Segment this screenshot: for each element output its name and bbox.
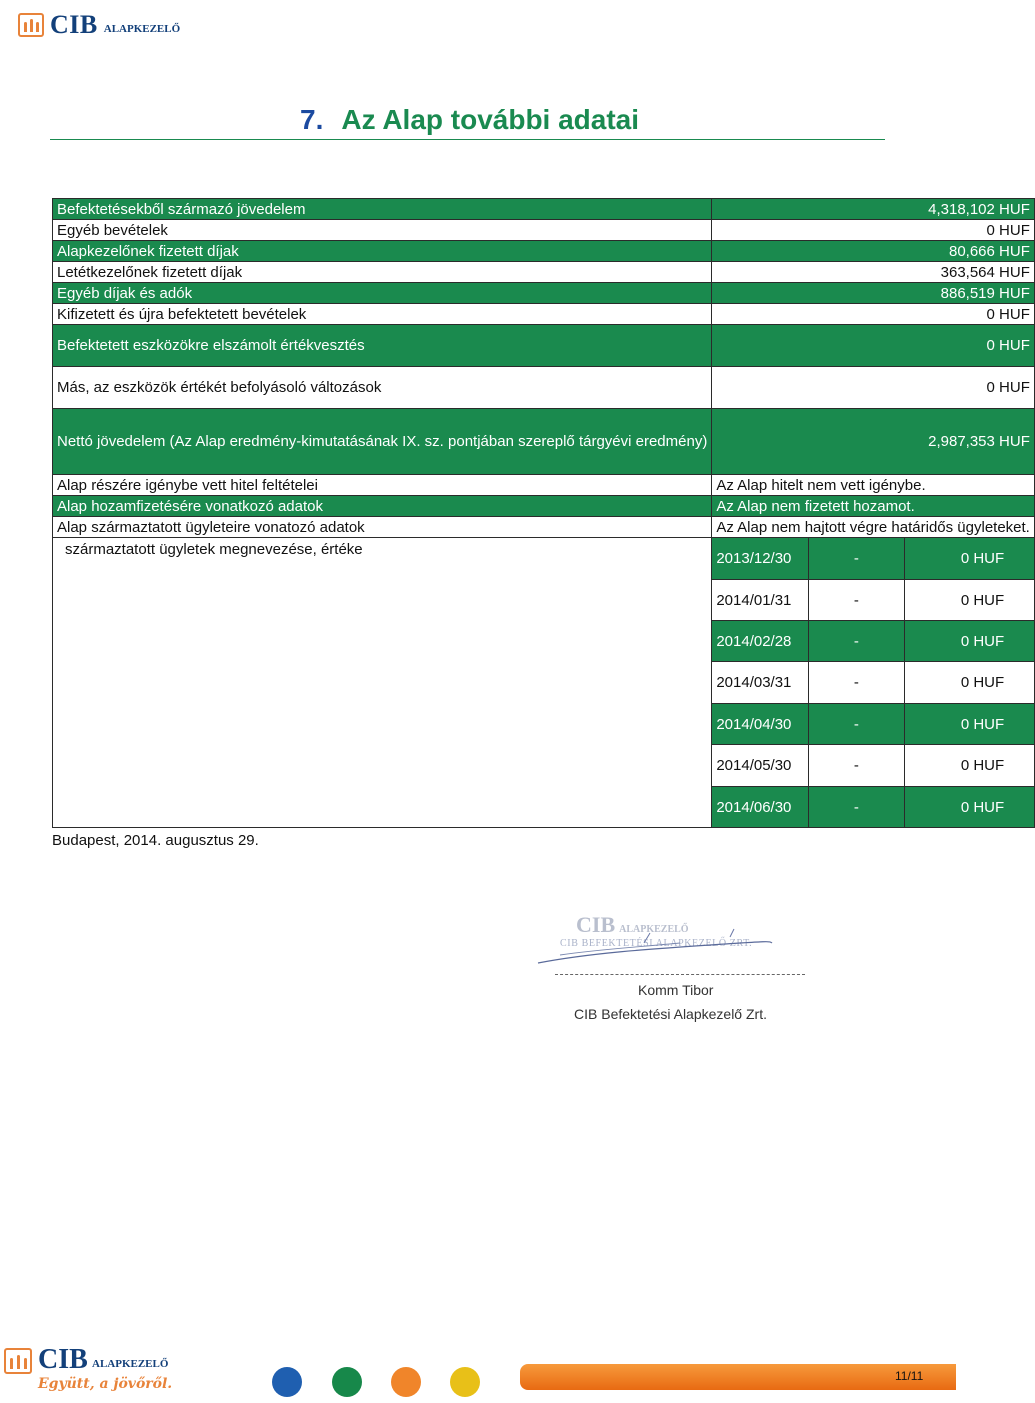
signature-stamp: CIB BEFEKTETÉSI ALAPKEZELŐ ZRT.	[560, 938, 753, 949]
row-value: 363,564 HUF	[712, 262, 1035, 283]
row-label: Alap hozamfizetésére vonatkozó adatok	[53, 496, 712, 517]
logo-mark-icon	[18, 13, 44, 37]
derivative-date: 2014/05/30	[712, 745, 808, 787]
logo-brand: CIB	[50, 10, 98, 39]
row-label: Alap részére igénybe vett hitel feltételei	[53, 475, 712, 496]
derivative-date: 2014/06/30	[712, 787, 808, 828]
row-value: 2,987,353 HUF	[712, 409, 1035, 475]
derivative-date: 2014/03/31	[712, 662, 808, 704]
derivative-value: 0 HUF	[904, 704, 1034, 745]
derivative-value: 0 HUF	[904, 538, 1034, 580]
derivatives-label: származtatott ügyletek megnevezése, értéke	[53, 538, 712, 828]
table-row	[53, 496, 1035, 517]
signature-line	[555, 974, 805, 975]
row-label: Egyéb díjak és adók	[53, 283, 712, 304]
derivative-name: -	[808, 745, 904, 787]
row-label: Befektetett eszközökre elszámolt értékvesztés	[53, 325, 712, 367]
derivative-value: 0 HUF	[904, 580, 1034, 621]
footer-brand: CIB	[38, 1344, 88, 1375]
derivative-name: -	[808, 621, 904, 662]
table-row	[53, 220, 1035, 241]
row-value: 0 HUF	[712, 220, 1035, 241]
row-label: Alapkezelőnek fizetett díjak	[53, 241, 712, 262]
row-value: Az Alap nem hajtott végre határidős ügyleteket.	[712, 517, 1035, 538]
derivative-date: 2014/04/30	[712, 704, 808, 745]
header-logo	[18, 10, 180, 40]
row-label: Nettó jövedelem (Az Alap eredmény-kimutatásának IX. sz. pontjában szereplő tárgyévi eredmény)	[53, 409, 712, 475]
section-title: Az Alap további adatai	[341, 104, 640, 135]
table-row	[53, 475, 1035, 496]
row-label: Alap származtatott ügyleteire vonatozó adatok	[53, 517, 712, 538]
section-number: 7.	[300, 104, 324, 135]
derivative-row	[53, 538, 1035, 580]
table-row	[53, 262, 1035, 283]
table-row	[53, 199, 1035, 220]
row-value: Az Alap hitelt nem vett igénybe.	[712, 475, 1035, 496]
row-label: Más, az eszközök értékét befolyásoló változások	[53, 367, 712, 409]
derivative-date: 2014/01/31	[712, 580, 808, 621]
signature-logo-brand: CIB	[576, 912, 616, 937]
row-label: Befektetésekből származó jövedelem	[53, 199, 712, 220]
row-value: 80,666 HUF	[712, 241, 1035, 262]
row-label: Kifizetett és újra befektetett bevételek	[53, 304, 712, 325]
row-value: 0 HUF	[712, 325, 1035, 367]
derivative-name: -	[808, 787, 904, 828]
footer-brand-sub: ALAPKEZELŐ	[92, 1358, 169, 1370]
derivative-name: -	[808, 538, 904, 580]
derivative-value: 0 HUF	[904, 787, 1034, 828]
derivative-name: -	[808, 580, 904, 621]
table-row	[53, 409, 1035, 475]
row-value: 0 HUF	[712, 367, 1035, 409]
signature-logo-sub: ALAPKEZELŐ	[619, 924, 689, 935]
row-value: Az Alap nem fizetett hozamot.	[712, 496, 1035, 517]
orange-dot-icon	[391, 1367, 421, 1397]
row-label: Egyéb bevételek	[53, 220, 712, 241]
logo-sub: ALAPKEZELŐ	[103, 23, 181, 35]
title-divider	[50, 139, 885, 140]
row-label: Letétkezelőnek fizetett díjak	[53, 262, 712, 283]
derivative-value: 0 HUF	[904, 621, 1034, 662]
yellow-dot-icon	[450, 1367, 480, 1397]
table-row	[53, 241, 1035, 262]
fund-data-table	[52, 198, 1035, 828]
table-row	[53, 367, 1035, 409]
blue-dot-icon	[272, 1367, 302, 1397]
signatory-name: Komm Tibor	[638, 982, 714, 998]
page-number: 11/11	[895, 1369, 924, 1383]
derivative-value: 0 HUF	[904, 745, 1034, 787]
row-value: 4,318,102 HUF	[712, 199, 1035, 220]
page-title	[300, 104, 639, 136]
table-row	[53, 325, 1035, 367]
footer-bar	[520, 1364, 956, 1390]
footer-slogan: Együtt, a jövőről.	[38, 1376, 173, 1392]
derivative-date: 2014/02/28	[712, 621, 808, 662]
row-value: 886,519 HUF	[712, 283, 1035, 304]
table-row	[53, 283, 1035, 304]
derivative-value: 0 HUF	[904, 662, 1034, 704]
place-date: Budapest, 2014. augusztus 29.	[52, 832, 259, 849]
table-row	[53, 304, 1035, 325]
derivative-name: -	[808, 662, 904, 704]
row-value: 0 HUF	[712, 304, 1035, 325]
derivative-date: 2013/12/30	[712, 538, 808, 580]
footer-logo-mark-icon	[4, 1348, 32, 1374]
green-dot-icon	[332, 1367, 362, 1397]
derivative-name: -	[808, 704, 904, 745]
table-row	[53, 517, 1035, 538]
signatory-company: CIB Befektetési Alapkezelő Zrt.	[574, 1006, 767, 1022]
